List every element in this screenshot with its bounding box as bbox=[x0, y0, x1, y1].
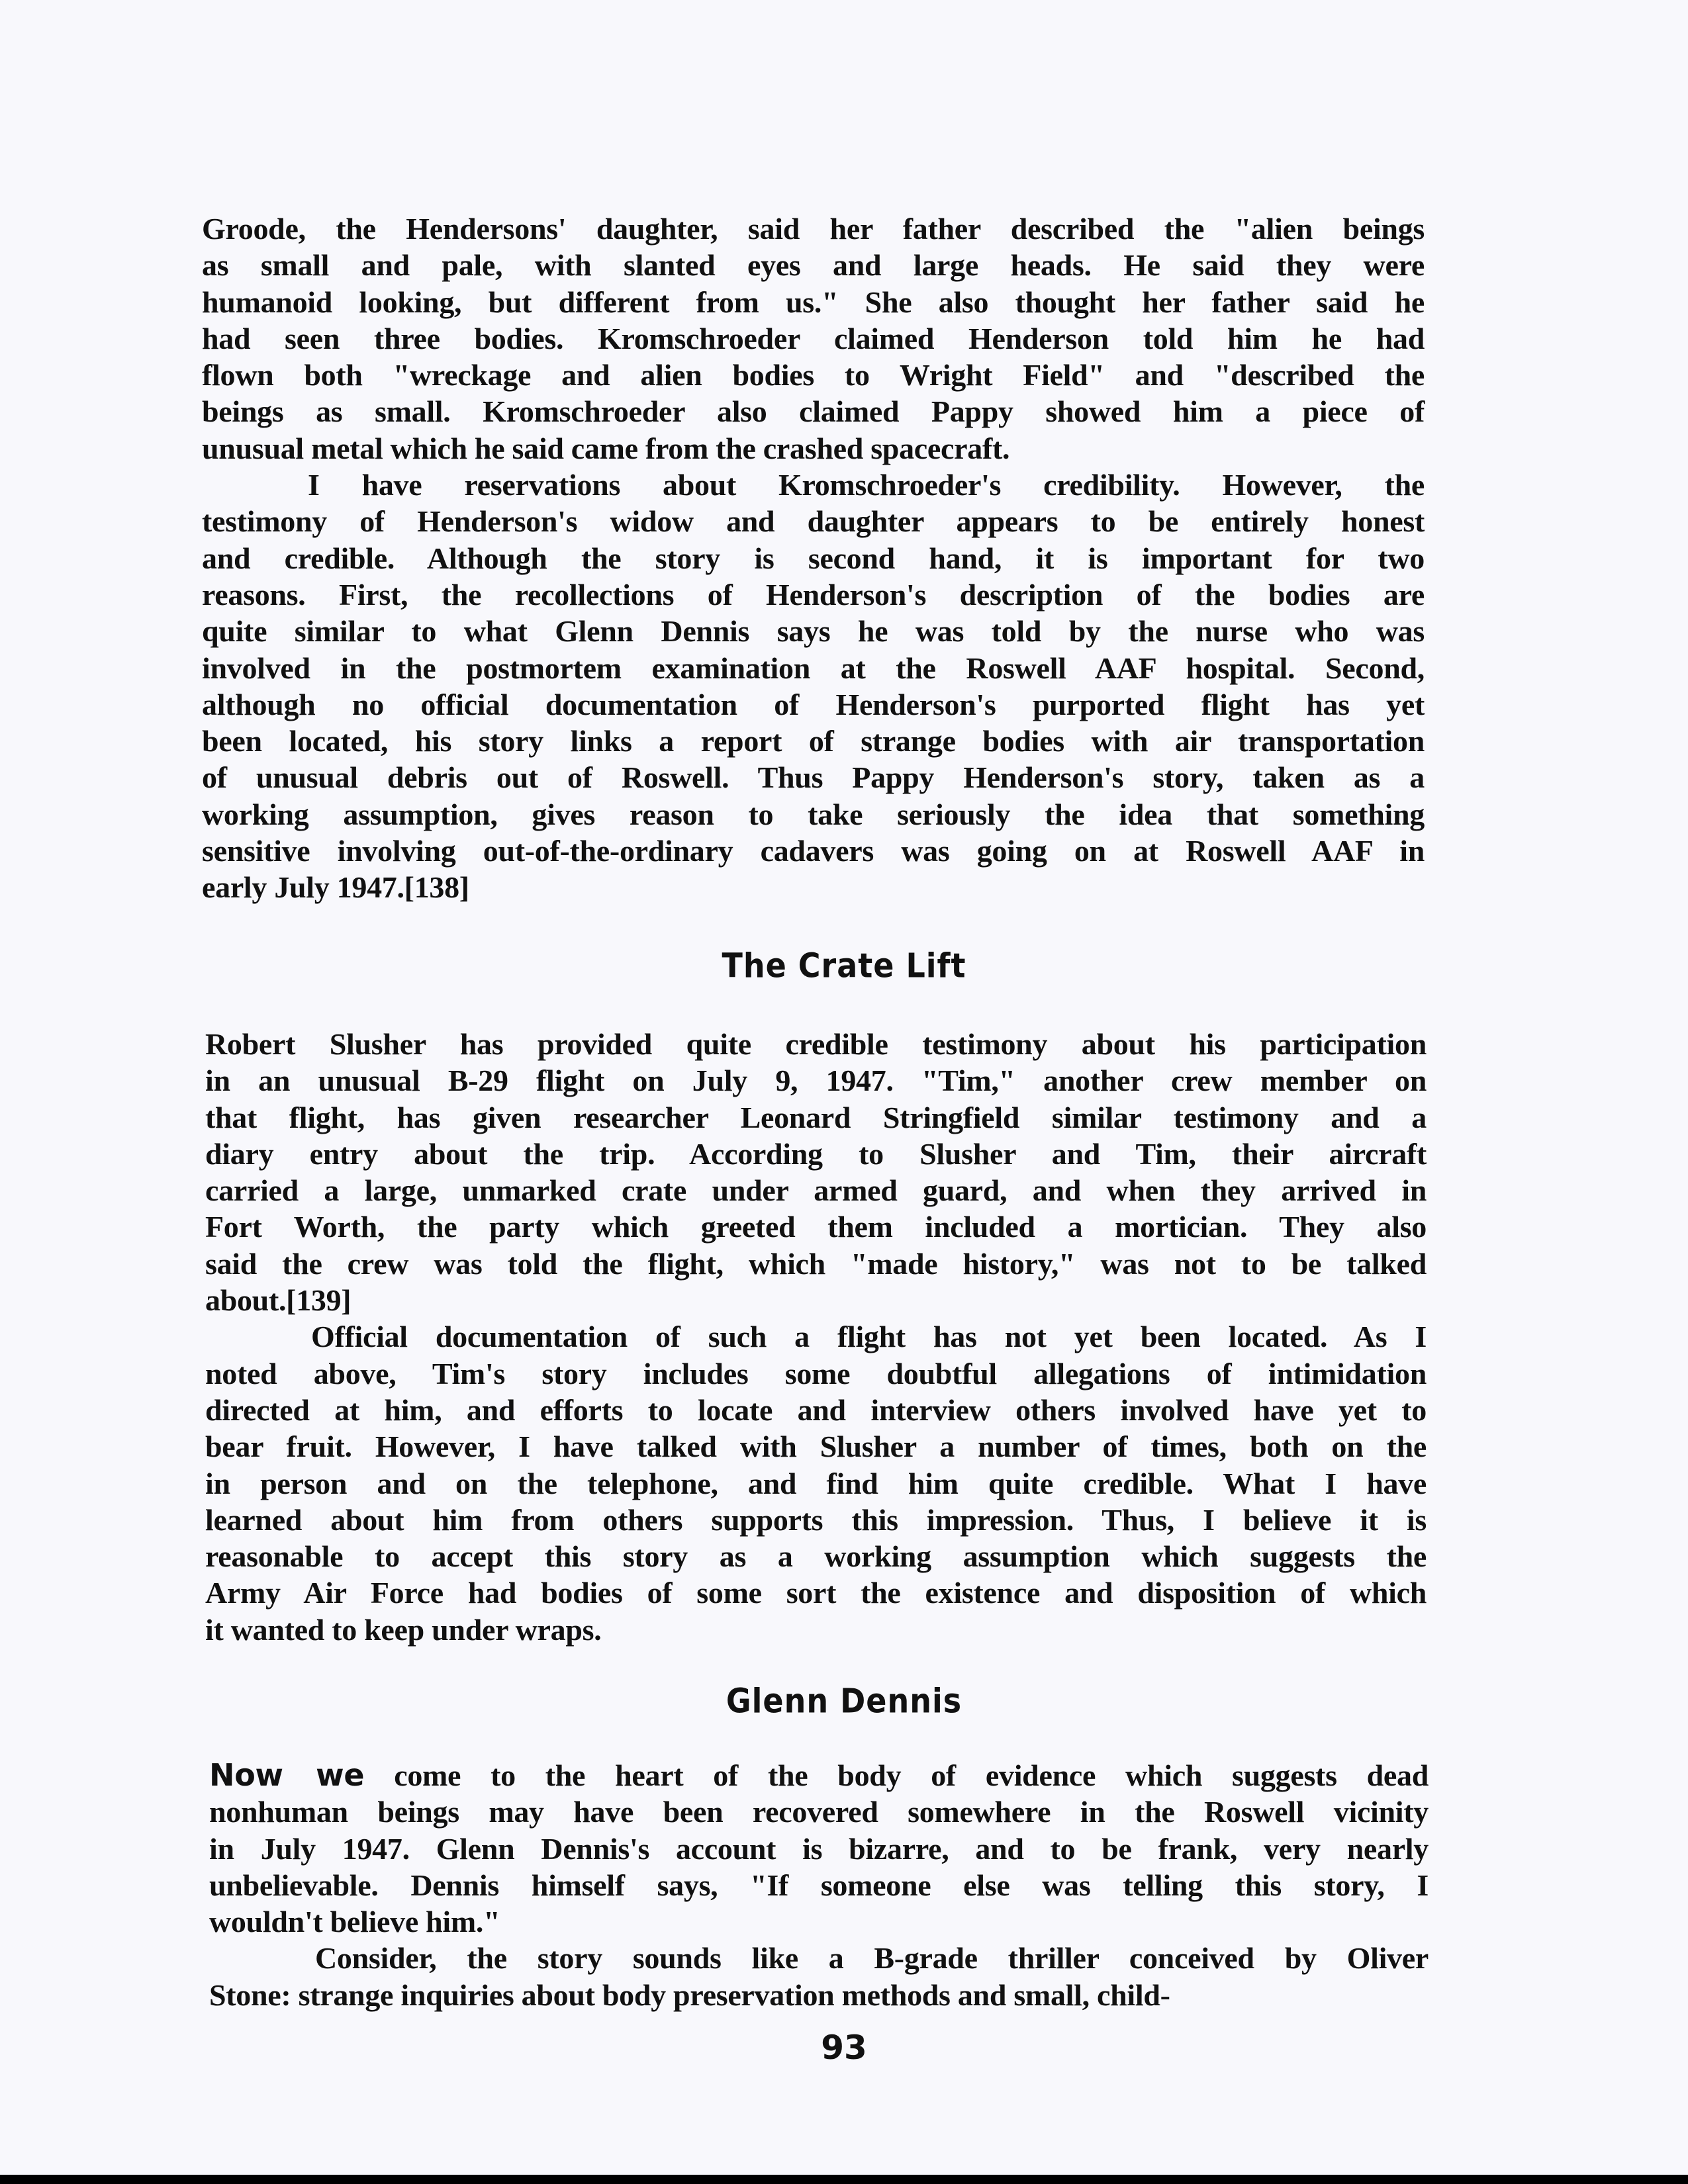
body-text-glenn-dennis bbox=[209, 1757, 1429, 2013]
line-text: nonhuman beings may have been recovered somewhere in the Roswell vicinity bbox=[209, 1795, 1429, 1829]
text-line bbox=[205, 1465, 1427, 1502]
text-line bbox=[205, 1062, 1427, 1099]
line-text: in person and on the telephone, and find him quite credible. What I have bbox=[205, 1466, 1427, 1500]
text-line bbox=[202, 650, 1425, 686]
line-text: involved in the postmortem examination at the Roswell AAF hospital. Second, bbox=[202, 651, 1425, 685]
line-text: sensitive involving out-of-the-ordinary cadavers was going on at Roswell AAF in bbox=[202, 834, 1425, 868]
lead-in-bold: Robert Slusher bbox=[205, 1027, 426, 1061]
line-text: in July 1947. Glenn Dennis's account is bizarre, and to be frank, very nearly bbox=[209, 1831, 1429, 1866]
line-text: carried a large, unmarked crate under armed guard, and when they arrived in bbox=[205, 1173, 1427, 1208]
text-line bbox=[205, 1136, 1427, 1172]
body-text-part1 bbox=[202, 210, 1425, 906]
text-line bbox=[209, 1867, 1429, 1903]
line-text: although no official documentation of Henderson's purported flight has yet bbox=[202, 687, 1425, 721]
line-text: Fort Worth, the party which greeted them included a mortician. They also bbox=[205, 1210, 1427, 1244]
line-text: early July 1947.[138] bbox=[202, 870, 469, 905]
line-text: in an unusual B-29 flight on July 9, 1947. "Tim," another crew member on bbox=[205, 1064, 1427, 1098]
text-line bbox=[205, 1282, 1427, 1318]
text-line bbox=[205, 1172, 1427, 1208]
text-line bbox=[202, 723, 1425, 759]
line-text: Official documentation of such a flight has not yet been located. As I bbox=[311, 1320, 1427, 1354]
line-text: noted above, Tim's story includes some doubtful allegations of intimidation bbox=[205, 1356, 1427, 1390]
text-line bbox=[202, 503, 1425, 539]
scan-border bbox=[0, 2175, 1688, 2184]
text-line bbox=[202, 247, 1425, 283]
text-line bbox=[202, 393, 1425, 430]
line-text: testimony of Henderson's widow and daughter appears to be entirely honest bbox=[202, 504, 1425, 539]
text-line bbox=[209, 1903, 1429, 1940]
text-line bbox=[209, 1940, 1429, 1976]
line-text: unusual metal which he said came from the crashed spacecraft. bbox=[202, 431, 1010, 465]
line-text: quite similar to what Glenn Dennis says he was told by the nurse who was bbox=[202, 614, 1425, 649]
text-line bbox=[202, 833, 1425, 869]
line-text: as small and pale, with slanted eyes and large heads. He said they were bbox=[202, 248, 1425, 283]
text-line bbox=[205, 1502, 1427, 1538]
text-line bbox=[202, 686, 1425, 723]
line-text: directed at him, and efforts to locate and interview others involved have yet to bbox=[205, 1392, 1427, 1427]
line-text: working assumption, gives reason to take seriously the idea that something bbox=[202, 797, 1425, 831]
text-line bbox=[202, 320, 1425, 357]
line-text: learned about him from others supports this impression. Thus, I believe it is bbox=[205, 1502, 1427, 1537]
line-text: reasons. First, the recollections of Henderson's description of the bodies are bbox=[202, 577, 1425, 612]
line-text: that flight, has given researcher Leonard Stringfield similar testimony and a bbox=[205, 1100, 1427, 1134]
line-text: been located, his story links a report of strange bodies with air transportation bbox=[202, 724, 1425, 758]
line-text: and credible. Although the story is second hand, it is important for two bbox=[202, 541, 1425, 575]
text-line bbox=[202, 284, 1425, 320]
text-line bbox=[202, 576, 1425, 613]
line-text: bear fruit. However, I have talked with Slusher a number of times, both on the bbox=[205, 1430, 1427, 1464]
line-text: of unusual debris out of Roswell. Thus Pappy Henderson's story, taken as a bbox=[202, 760, 1425, 795]
text-line bbox=[202, 357, 1425, 393]
text-line bbox=[202, 759, 1425, 796]
line-text: Groode, the Hendersons' daughter, said her father described the "alien beings bbox=[202, 212, 1425, 246]
text-line bbox=[205, 1428, 1427, 1465]
text-line bbox=[202, 540, 1425, 576]
text-line bbox=[202, 796, 1425, 833]
text-line bbox=[202, 467, 1425, 503]
line-text: I have reservations about Kromschroeder's credibility. However, the bbox=[308, 468, 1425, 502]
text-line bbox=[205, 1246, 1427, 1282]
text-line bbox=[205, 1612, 1427, 1648]
line-text: has provided quite credible testimony about his participation bbox=[459, 1027, 1427, 1061]
page-number: 93 bbox=[821, 2028, 867, 2067]
line-text: beings as small. Kromschroeder also claimed Pappy showed him a piece of bbox=[202, 394, 1425, 429]
line-text: wouldn't believe him." bbox=[209, 1905, 500, 1939]
line-text: reasonable to accept this story as a working assumption which suggests the bbox=[205, 1539, 1427, 1574]
line-text: Army Air Force had bodies of some sort the existence and disposition of which bbox=[205, 1576, 1427, 1610]
text-line bbox=[209, 1757, 1429, 1794]
text-line bbox=[205, 1538, 1427, 1574]
line-text: it wanted to keep under wraps. bbox=[205, 1612, 602, 1647]
section-heading-glenn-dennis: Glenn Dennis bbox=[726, 1681, 962, 1721]
text-line bbox=[209, 1794, 1429, 1830]
text-line bbox=[205, 1026, 1427, 1062]
text-line bbox=[202, 869, 1425, 905]
line-text: Consider, the story sounds like a B-grade thriller conceived by Oliver bbox=[315, 1941, 1429, 1976]
line-text: unbelievable. Dennis himself says, "If someone else was telling this story, I bbox=[209, 1868, 1429, 1902]
text-line bbox=[205, 1355, 1427, 1392]
line-text: come to the heart of the body of evidence which suggests dead bbox=[394, 1758, 1429, 1792]
text-line bbox=[209, 1831, 1429, 1867]
line-text: Stone: strange inquiries about body preservation methods and small, child- bbox=[209, 1978, 1170, 2012]
text-line bbox=[205, 1392, 1427, 1428]
line-text: had seen three bodies. Kromschroeder claimed Henderson told him he had bbox=[202, 321, 1425, 355]
line-text: about.[139] bbox=[205, 1283, 352, 1318]
line-text: said the crew was told the flight, which "made history," was not to be talked bbox=[205, 1246, 1427, 1281]
section-heading-crate-lift: The Crate Lift bbox=[722, 946, 966, 985]
text-line bbox=[205, 1208, 1427, 1245]
line-text: flown both "wreckage and alien bodies to Wright Field" and "described the bbox=[202, 358, 1425, 392]
text-line bbox=[209, 1977, 1429, 2013]
text-line bbox=[205, 1318, 1427, 1355]
text-line bbox=[205, 1099, 1427, 1136]
text-line bbox=[202, 430, 1425, 467]
text-line bbox=[202, 613, 1425, 649]
line-text: diary entry about the trip. According to Slusher and Tim, their aircraft bbox=[205, 1136, 1427, 1171]
line-text: humanoid looking, but different from us." She also thought her father said he bbox=[202, 285, 1425, 319]
text-line bbox=[202, 210, 1425, 247]
body-text-crate-lift bbox=[205, 1026, 1427, 1648]
lead-in-bold: Now we bbox=[209, 1757, 365, 1793]
text-line bbox=[205, 1574, 1427, 1611]
